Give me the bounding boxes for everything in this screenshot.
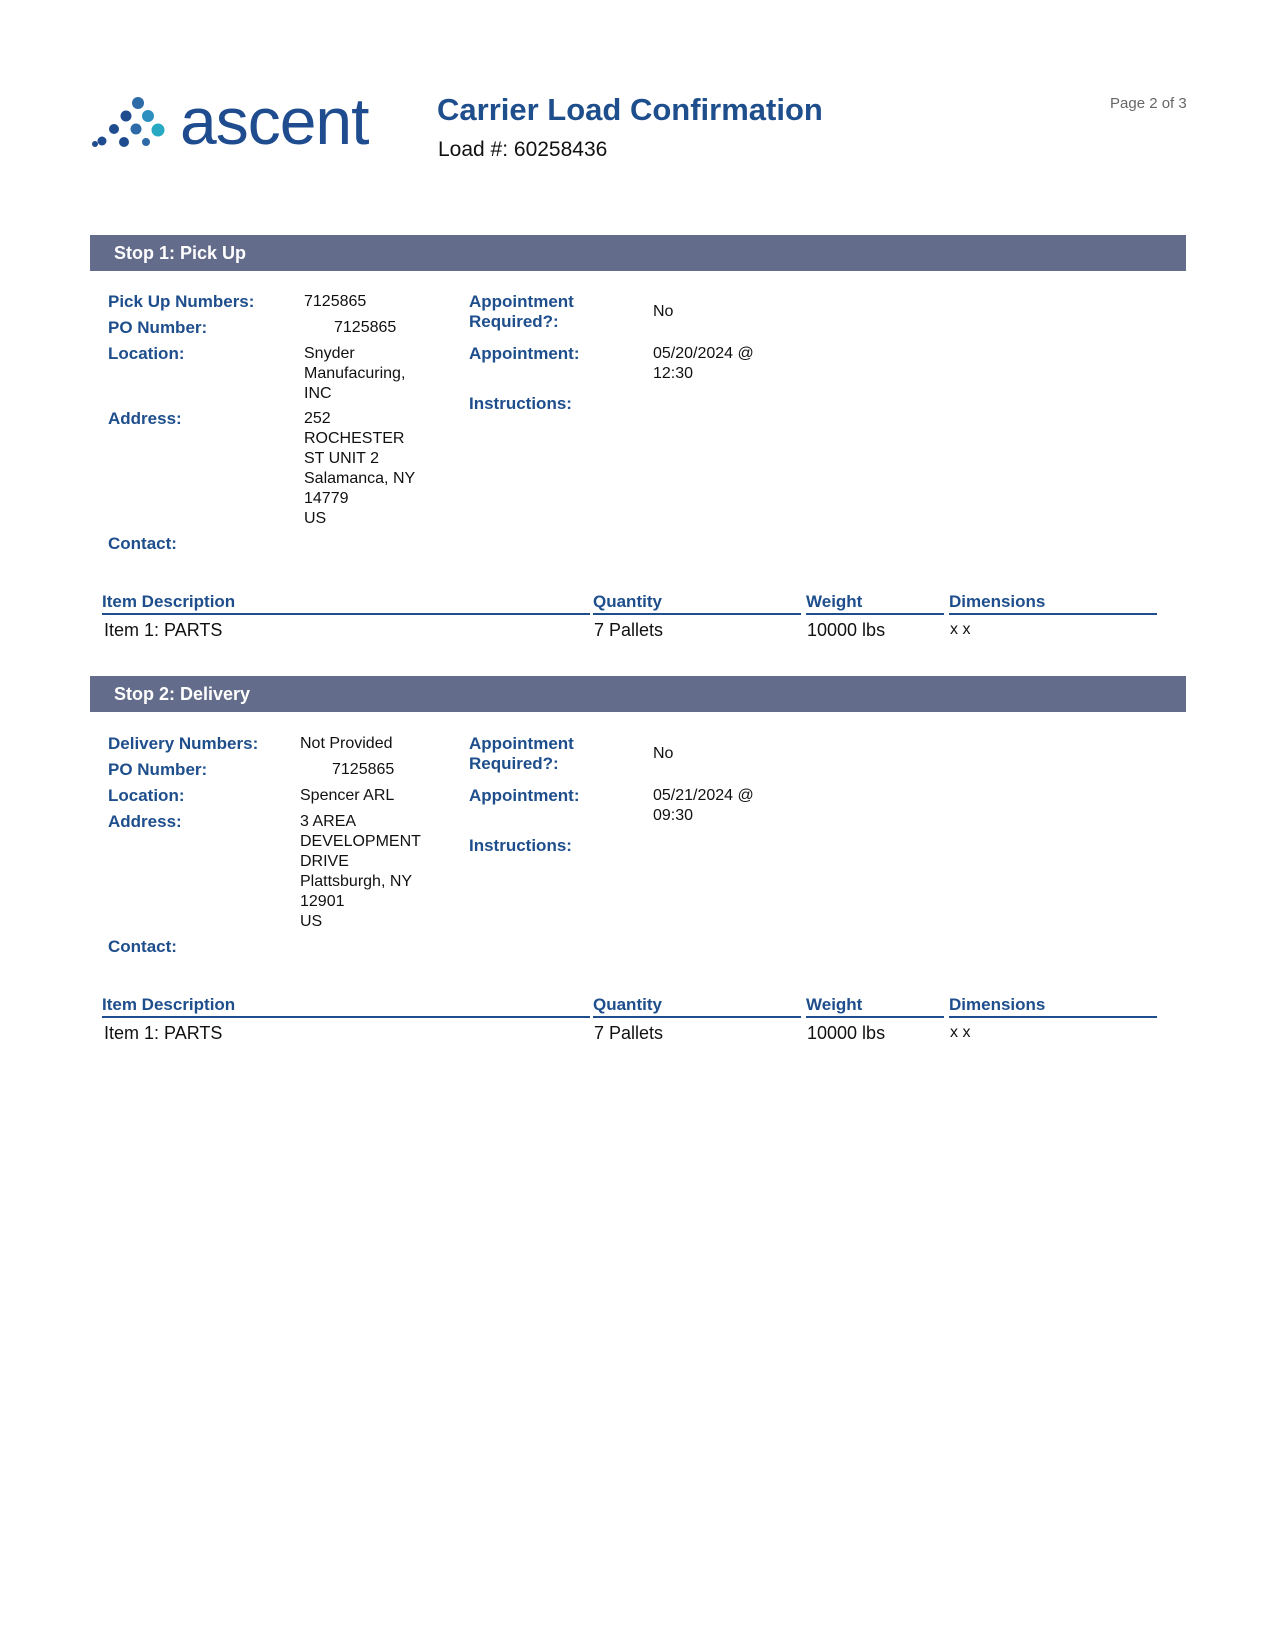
location-value: Spencer ARL bbox=[300, 787, 395, 804]
item-description-header: Item Description bbox=[102, 994, 590, 1018]
address-label: Address: bbox=[108, 409, 182, 428]
weight-cell: 10000 lbs bbox=[807, 1023, 886, 1043]
item-description-header: Item Description bbox=[102, 591, 590, 615]
logo-dots-icon bbox=[92, 94, 176, 158]
location-label: Location: bbox=[108, 786, 185, 805]
quantity-cell: 7 Pallets bbox=[594, 1023, 664, 1043]
ascent-logo bbox=[92, 84, 402, 160]
po-number-label: PO Number: bbox=[108, 318, 208, 337]
instructions-label: Instructions: bbox=[469, 394, 572, 413]
load-number: Load #: 60258436 bbox=[438, 138, 608, 161]
stop-1-header: Stop 1: Pick Up bbox=[90, 235, 1186, 271]
location-label: Location: bbox=[108, 344, 185, 363]
appointment-required-value: No bbox=[653, 303, 674, 320]
instructions-label: Instructions: bbox=[469, 836, 572, 855]
item-description-cell: Item 1: PARTS bbox=[104, 620, 223, 640]
delivery-numbers-value: Not Provided bbox=[300, 735, 393, 752]
appointment-value: 05/20/2024 @ 12:30 bbox=[653, 345, 754, 382]
quantity-header: Quantity bbox=[593, 994, 801, 1018]
item-description-cell: Item 1: PARTS bbox=[104, 1023, 223, 1043]
dimensions-cell: x x bbox=[950, 1024, 971, 1041]
dimensions-header: Dimensions bbox=[949, 591, 1157, 615]
weight-cell: 10000 lbs bbox=[807, 620, 886, 640]
contact-label: Contact: bbox=[108, 534, 177, 553]
dimensions-header: Dimensions bbox=[949, 994, 1157, 1018]
dimensions-cell: x x bbox=[950, 621, 971, 638]
document-title: Carrier Load Confirmation bbox=[437, 92, 823, 127]
page-indicator: Page 2 of 3 bbox=[1110, 95, 1187, 112]
po-number-label: PO Number: bbox=[108, 760, 208, 779]
pickup-numbers-value: 7125865 bbox=[304, 293, 367, 310]
pickup-numbers-label: Pick Up Numbers: bbox=[108, 292, 255, 311]
po-number-value: 7125865 bbox=[332, 761, 395, 778]
po-number-value: 7125865 bbox=[334, 319, 397, 336]
logo-wordmark: ascent bbox=[180, 84, 369, 158]
appointment-required-label: Appointment Required?: bbox=[469, 734, 574, 773]
weight-header: Weight bbox=[806, 994, 944, 1018]
appointment-label: Appointment: bbox=[469, 344, 580, 363]
address-value: 252 ROCHESTER ST UNIT 2 Salamanca, NY 14779 US bbox=[304, 410, 416, 527]
appointment-label: Appointment: bbox=[469, 786, 580, 805]
address-value: 3 AREA DEVELOPMENT DRIVE Plattsburgh, NY 12901 US bbox=[300, 813, 421, 930]
appointment-value: 05/21/2024 @ 09:30 bbox=[653, 787, 754, 824]
delivery-numbers-label: Delivery Numbers: bbox=[108, 734, 259, 753]
appointment-required-value: No bbox=[653, 745, 674, 762]
appointment-required-label: Appointment Required?: bbox=[469, 292, 574, 331]
quantity-cell: 7 Pallets bbox=[594, 620, 664, 640]
contact-label: Contact: bbox=[108, 937, 177, 956]
stop-2-header: Stop 2: Delivery bbox=[90, 676, 1186, 712]
weight-header: Weight bbox=[806, 591, 944, 615]
quantity-header: Quantity bbox=[593, 591, 801, 615]
location-value: Snyder Manufacuring, INC bbox=[304, 345, 406, 402]
address-label: Address: bbox=[108, 812, 182, 831]
